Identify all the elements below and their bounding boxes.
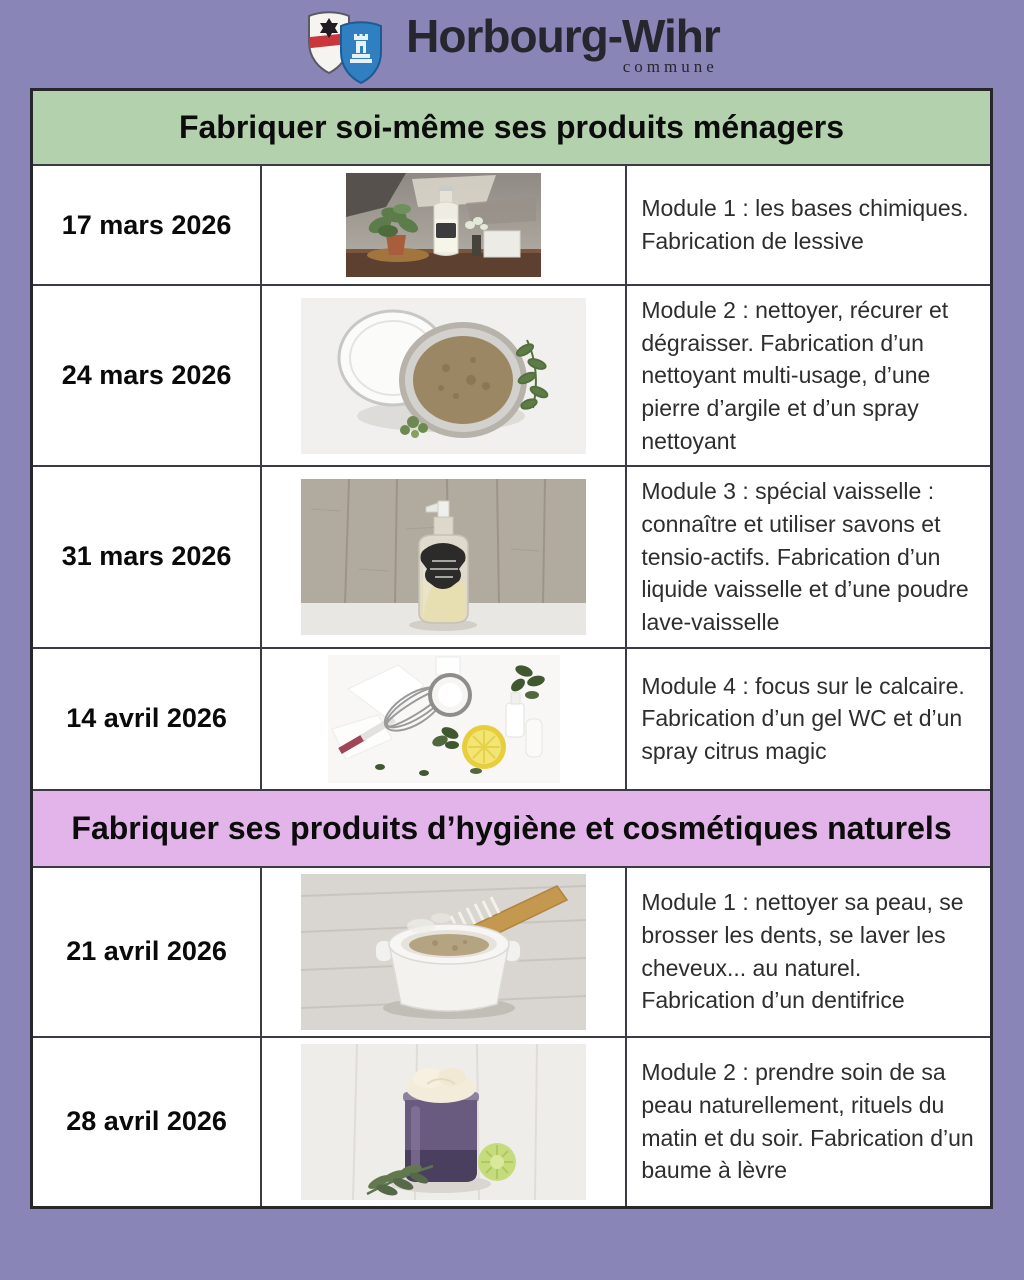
course-row <box>32 466 992 647</box>
course-row <box>32 285 992 466</box>
dish-soap-pump-bottle-photo <box>261 466 626 647</box>
tooth-powder-cup-bamboo-toothbrush-photo <box>261 867 626 1037</box>
course-date: 14 avril 2026 <box>32 648 262 790</box>
course-description: Module 2 : prendre soin de sa peau naturellement, rituels du matin et du soir. Fabrication d’un baume à lèvre <box>626 1037 991 1208</box>
section-title-hygiene-cosmetiques: Fabriquer ses produits d’hygiène et cosmétiques naturels <box>32 790 992 867</box>
commune-header <box>0 0 1024 88</box>
course-date: 28 avril 2026 <box>32 1037 262 1208</box>
commune-subtitle: commune <box>622 57 718 76</box>
course-description: Module 2 : nettoyer, récurer et dégraisser. Fabrication d’un nettoyant multi-usage, d’une pierre d’argile et d’un spray nettoyant <box>626 285 991 466</box>
course-date: 31 mars 2026 <box>32 466 262 647</box>
whisk-lemon-mint-flatlay-photo <box>261 648 626 790</box>
course-row <box>32 648 992 790</box>
laundry-detergent-bottle-kitchen-photo <box>261 165 626 285</box>
course-date: 24 mars 2026 <box>32 285 262 466</box>
workshop-schedule-table <box>30 88 993 1209</box>
course-date: 21 avril 2026 <box>32 867 262 1037</box>
purple-cream-jar-leaves-photo <box>261 1037 626 1208</box>
course-row <box>32 867 992 1037</box>
course-row <box>32 165 992 285</box>
course-description: Module 1 : les bases chimiques. Fabrication de lessive <box>626 165 991 285</box>
course-description: Module 3 : spécial vaisselle : connaître et utiliser savons et tensio-actifs. Fabrication d’un liquide vaisselle et d’une poudre lave-vaisselle <box>626 466 991 647</box>
horbourg-wihr-coat-of-arms-icon <box>304 8 396 84</box>
course-description: Module 4 : focus sur le calcaire. Fabrication d’un gel WC et d’un spray citrus magic <box>626 648 991 790</box>
section-title-produits-menagers: Fabriquer soi-même ses produits ménagers <box>32 90 992 166</box>
commune-name: Horbourg-Wihr <box>406 10 720 62</box>
course-date: 17 mars 2026 <box>32 165 262 285</box>
course-row <box>32 1037 992 1208</box>
clay-stone-tin-with-herbs-photo <box>261 285 626 466</box>
course-description: Module 1 : nettoyer sa peau, se brosser les dents, se laver les cheveux... au naturel. Fabrication d’un dentifrice <box>626 867 991 1037</box>
